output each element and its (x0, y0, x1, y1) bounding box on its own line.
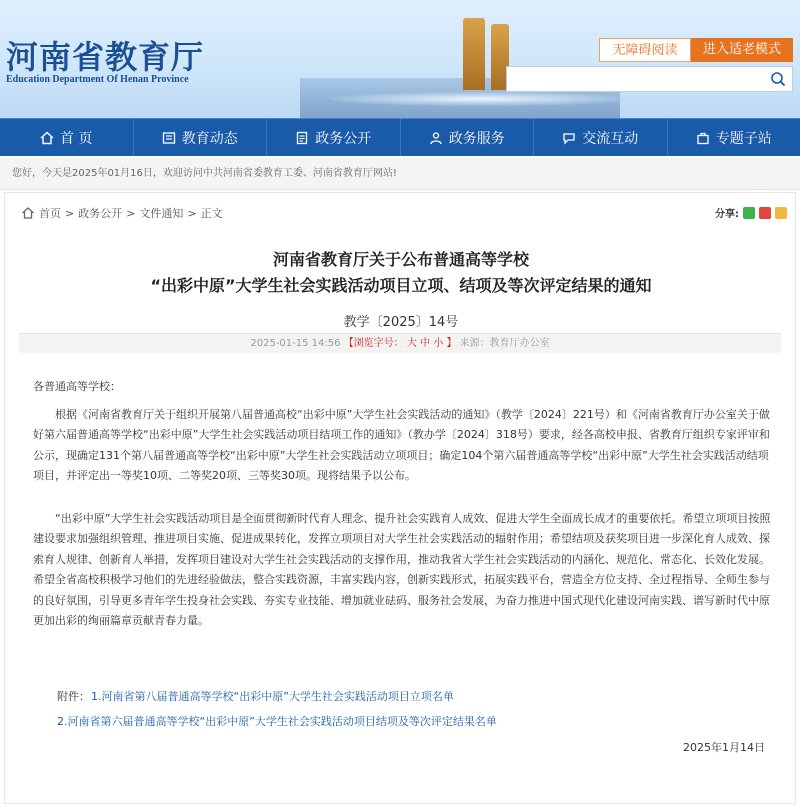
nav-item-education-news[interactable] (134, 119, 268, 156)
breadcrumb (21, 205, 223, 221)
font-size-medium-button[interactable]: 中 (420, 338, 431, 349)
weibo-icon[interactable] (759, 207, 771, 219)
main-nav (0, 118, 800, 156)
breadcrumb-separator: > (187, 206, 197, 220)
document-icon (295, 131, 309, 145)
nav-item-label: 政务服务 (448, 130, 505, 147)
signature-date: 2025年1月14日 (683, 741, 765, 754)
nav-item-label: 首 页 (60, 130, 93, 147)
qzone-icon[interactable] (775, 207, 787, 219)
river-image (330, 92, 630, 106)
nav-item-home[interactable] (0, 119, 134, 156)
nav-item-label: 专题子站 (715, 130, 772, 147)
nav-item-interaction[interactable] (534, 119, 668, 156)
breadcrumb-current: 正文 (200, 207, 223, 220)
chat-icon (562, 131, 576, 145)
nav-item-government-services[interactable] (401, 119, 535, 156)
font-size-large-button[interactable]: 大 (406, 338, 417, 349)
article-source: 来源：教育厅办公室 (459, 338, 550, 349)
accessibility-reading-button[interactable]: 无障碍阅读 (599, 38, 691, 62)
article-container (4, 192, 796, 804)
wechat-icon[interactable] (743, 207, 755, 219)
search-icon[interactable] (770, 71, 786, 87)
nav-item-label: 政务公开 (315, 130, 372, 147)
font-size-close: 】 (446, 338, 457, 349)
nav-item-government-affairs[interactable] (267, 119, 401, 156)
site-header (0, 0, 800, 118)
home-icon[interactable] (21, 206, 35, 220)
article-meta (19, 333, 781, 353)
elder-mode-button[interactable]: 进入适老模式 (691, 38, 793, 62)
breadcrumb-separator: > (65, 206, 75, 220)
nav-item-label: 教育动态 (181, 130, 238, 147)
document-number: 教学〔2025〕14号 (343, 315, 459, 330)
publish-date: 2025-01-15 14:56 (250, 338, 341, 349)
article-paragraph: “出彩中原”大学生社会实践活动项目是全面贯彻新时代育人理念、提升社会实践育人成效、促进大学生全面成长成才的重要依托。希望立项项目按照建设要求加强组织管理、推进项目实施、促进成果转化，发挥立项项目对大学生社会实践活动的辐射作用；希望结项及获奖项目进一步深化育人成效、探索育人规律、创新育人举措，发挥项目建设对大学生社会实践活动的支撑作用，推动我省大学生社会实践活动的内涵化、规范化、常态化、长效化发展。希望全省高校积极学习他们的先进经验做法，整合实践资源，丰富实践内容，创新实践形式，拓展实践平台，营造全方位支持、全过程指导、全师生参与的良好氛围，引导更多青年学生投身社会实践、夯实专业技能、增加就业砝码、服务社会发展，为奋力推进中国式现代化建设河南实践、谱写新时代中原更加出彩的绚丽篇章贡献青春力量。 (33, 512, 771, 628)
site-title[interactable]: 河南省教育厅 (6, 38, 205, 76)
font-size-label: 【浏览字号： (343, 338, 404, 349)
landmark-tower-image (463, 18, 485, 90)
breadcrumb-home[interactable]: 首页 (39, 207, 61, 220)
search-input[interactable] (506, 66, 793, 92)
breadcrumb-government-affairs[interactable]: 政务公开 (78, 207, 123, 220)
attachment-label: 附件： (57, 690, 90, 703)
font-size-small-button[interactable]: 小 (433, 338, 444, 349)
article-title-line1: 河南省教育厅关于公布普通高等学校 (272, 250, 529, 269)
share-label: 分享: (715, 209, 739, 220)
breadcrumb-separator: > (126, 206, 136, 220)
news-icon (162, 131, 176, 145)
site-subtitle: Education Department Of Henan Province (6, 74, 189, 85)
article-paragraph: 根据《河南省教育厅关于组织开展第八届普通高校“出彩中原”大学生社会实践活动的通知》（教学〔2024〕221号）和《河南省教育厅办公室关于做好第六届普通高等学校“出彩中原”大学生社会实践活动项目结项工作的通知》（教办学〔2024〕318号）要求，经各高校申报、省教育厅组织专家评审和公示，现确定131个第八届普通高等学校“出彩中原”大学生社会实践活动立项项目；确定104个第六届普通高等学校“出彩中原”大学生社会实践活动结项项目，并评定出一等奖10项、二等奖20项、三等奖30项。现将结果予以公布。 (33, 408, 770, 483)
home-icon (40, 131, 54, 145)
attachment-link-1[interactable]: 1.河南省第八届普通高等学校“出彩中原”大学生社会实践活动项目立项名单 (91, 690, 454, 703)
bag-icon (696, 131, 710, 145)
nav-item-label: 交流互动 (582, 130, 639, 147)
welcome-bar: 您好，今天是2025年01月16日，欢迎访问中共河南省委教育工委、河南省教育厅网站! (0, 158, 800, 190)
article-title-line2: “出彩中原”大学生社会实践活动项目立项、结项及等次评定结果的通知 (150, 276, 652, 295)
people-icon (429, 131, 443, 145)
salutation: 各普通高等学校： (33, 380, 121, 393)
breadcrumb-file-notices[interactable]: 文件通知 (139, 207, 184, 220)
share-bar (715, 205, 787, 220)
attachment-link-2[interactable]: 2.河南省第六届普通高等学校“出彩中原”大学生社会实践活动项目结项及等次评定结果名单 (57, 715, 497, 728)
nav-item-special-sites[interactable] (668, 119, 800, 156)
